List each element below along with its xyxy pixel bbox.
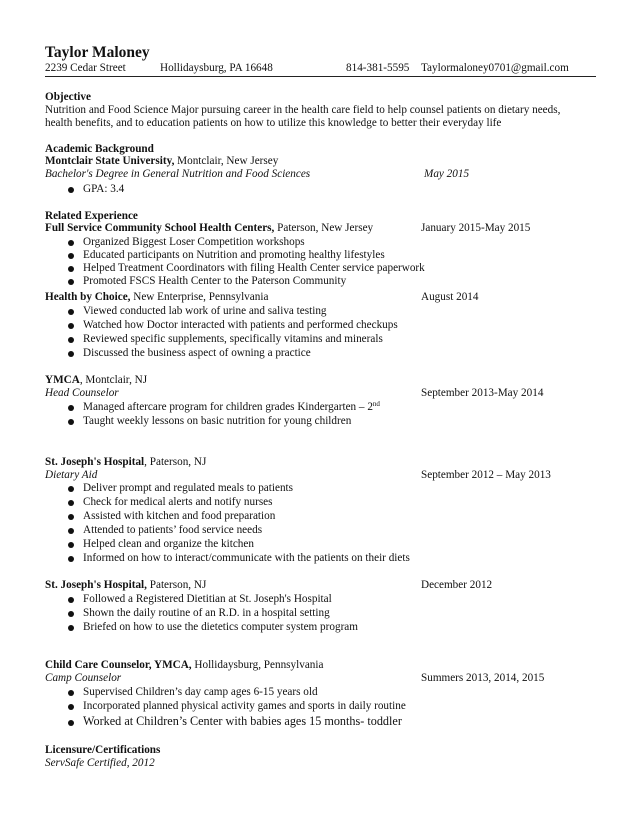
- objective-line-1: Nutrition and Food Science Major pursuing career in the health care field to help counsel patients on dietary needs,: [45, 104, 561, 116]
- resume-name: Taylor Maloney: [45, 44, 150, 61]
- school-line: [45, 155, 278, 168]
- job-bullet: Followed a Registered Dietitian at St. Joseph's Hospital: [83, 593, 332, 605]
- job-title: Camp Counselor: [45, 672, 122, 684]
- bullet-icon: [68, 704, 74, 710]
- job-location: New Enterprise, Pennsylvania: [130, 291, 269, 303]
- degree: Bachelor's Degree in General Nutrition and Food Sciences: [45, 168, 311, 180]
- job-org: Full Service Community School Health Centers,: [45, 222, 275, 234]
- job-header: [45, 222, 373, 235]
- job-bullet: Attended to patients’ food service needs: [83, 524, 263, 536]
- job-bullet: Reviewed specific supplements, specifically vitamins and minerals: [83, 333, 383, 345]
- bullet-icon: [68, 556, 74, 562]
- job-date: December 2012: [421, 579, 493, 591]
- job-bullet: Assisted with kitchen and food preparation: [83, 510, 276, 522]
- job-bullet: Organized Biggest Loser Competition workshops: [83, 236, 305, 248]
- objective-heading: Objective: [45, 91, 91, 103]
- bullet-icon: [68, 720, 74, 726]
- job-bullet: Shown the daily routine of an R.D. in a hospital setting: [83, 607, 330, 619]
- job-bullet: Incorporated planned physical activity games and sports in daily routine: [83, 700, 406, 712]
- job-bullet: Helped clean and organize the kitchen: [83, 538, 254, 550]
- email-address: Taylormaloney0701@gmail.com: [421, 62, 569, 74]
- school-location: Montclair, New Jersey: [174, 155, 279, 167]
- job-org: Child Care Counselor, YMCA,: [45, 659, 192, 671]
- job-date: September 2012 – May 2013: [421, 469, 551, 481]
- bullet-icon: [68, 187, 74, 193]
- education-heading: Academic Background: [45, 143, 154, 155]
- job-bullet: Check for medical alerts and notify nurses: [83, 496, 273, 508]
- job-bullet: Informed on how to interact/communicate with the patients on their diets: [83, 552, 410, 564]
- bullet-icon: [68, 253, 74, 259]
- bullet-icon: [68, 500, 74, 506]
- job-bullet-text: Managed aftercare program for children grades Kindergarten – 2: [83, 401, 373, 413]
- bullet-icon: [68, 351, 74, 357]
- job-bullet: Promoted FSCS Health Center to the Paterson Community: [83, 275, 347, 287]
- ordinal-suffix: nd: [372, 400, 380, 408]
- job-location: Paterson, New Jersey: [274, 222, 374, 234]
- bullet-icon: [68, 542, 74, 548]
- job-location: , Montclair, NJ: [79, 374, 148, 386]
- job-title: Head Counselor: [45, 387, 119, 399]
- header-divider: [45, 76, 596, 77]
- phone-number: 814-381-5595: [346, 62, 410, 74]
- bullet-icon: [68, 405, 74, 411]
- job-bullet: Taught weekly lessons on basic nutrition for young children: [83, 415, 352, 427]
- bullet-icon: [68, 486, 74, 492]
- job-bullet: Deliver prompt and regulated meals to patients: [83, 482, 294, 494]
- job-bullet: Helped Treatment Coordinators with filing Health Center service paperwork: [83, 262, 425, 274]
- job-title: Dietary Aid: [45, 469, 98, 481]
- job-header: [45, 659, 323, 672]
- bullet-icon: [68, 419, 74, 425]
- job-org: St. Joseph's Hospital: [45, 456, 145, 468]
- licensure-heading: Licensure/Certifications: [45, 744, 161, 756]
- bullet-icon: [68, 597, 74, 603]
- job-bullet: Worked at Children’s Center with babies ages 15 months- toddler: [83, 714, 402, 728]
- job-bullet: Educated participants on Nutrition and promoting healthy lifestyles: [83, 249, 385, 261]
- bullet-icon: [68, 266, 74, 272]
- bullet-icon: [68, 528, 74, 534]
- job-date: September 2013-May 2014: [421, 387, 544, 399]
- experience-heading: Related Experience: [45, 210, 138, 222]
- job-bullet: Watched how Doctor interacted with patients and performed checkups: [83, 319, 398, 331]
- job-date: August 2014: [421, 291, 479, 303]
- job-date: January 2015-May 2015: [421, 222, 531, 234]
- bullet-icon: [68, 514, 74, 520]
- job-bullet: Briefed on how to use the dietetics computer system program: [83, 621, 358, 633]
- bullet-icon: [68, 690, 74, 696]
- bullet-icon: [68, 240, 74, 246]
- school-name: Montclair State University,: [45, 155, 175, 167]
- bullet-icon: [68, 323, 74, 329]
- job-org: Health by Choice,: [45, 291, 131, 303]
- city-state-zip: Hollidaysburg, PA 16648: [160, 62, 273, 74]
- objective-line-2: health benefits, and to education patients on how to utilize this knowledge to better their everyday life: [45, 117, 502, 129]
- job-bullet: Discussed the business aspect of owning a practice: [83, 347, 311, 359]
- job-org: YMCA: [45, 374, 80, 386]
- degree-date: May 2015: [424, 168, 470, 180]
- job-date: Summers 2013, 2014, 2015: [421, 672, 545, 684]
- bullet-icon: [68, 337, 74, 343]
- job-location: , Paterson, NJ: [144, 456, 207, 468]
- job-header: [45, 456, 206, 469]
- job-header: [45, 579, 206, 592]
- bullet-icon: [68, 309, 74, 315]
- street-address: 2239 Cedar Street: [45, 62, 126, 74]
- gpa: GPA: 3.4: [83, 183, 125, 195]
- certification-item: ServSafe Certified, 2012: [45, 757, 155, 769]
- job-org: St. Joseph's Hospital,: [45, 579, 147, 591]
- job-bullet: Viewed conducted lab work of urine and saliva testing: [83, 305, 327, 317]
- job-bullet: Supervised Children’s day camp ages 6-15 years old: [83, 686, 318, 698]
- bullet-icon: [68, 611, 74, 617]
- job-location: Paterson, NJ: [146, 579, 207, 591]
- bullet-icon: [68, 279, 74, 285]
- job-bullet: [83, 401, 380, 414]
- job-header: [45, 374, 147, 387]
- job-location: Hollidaysburg, Pennsylvania: [191, 659, 324, 671]
- job-header: [45, 291, 268, 304]
- bullet-icon: [68, 625, 74, 631]
